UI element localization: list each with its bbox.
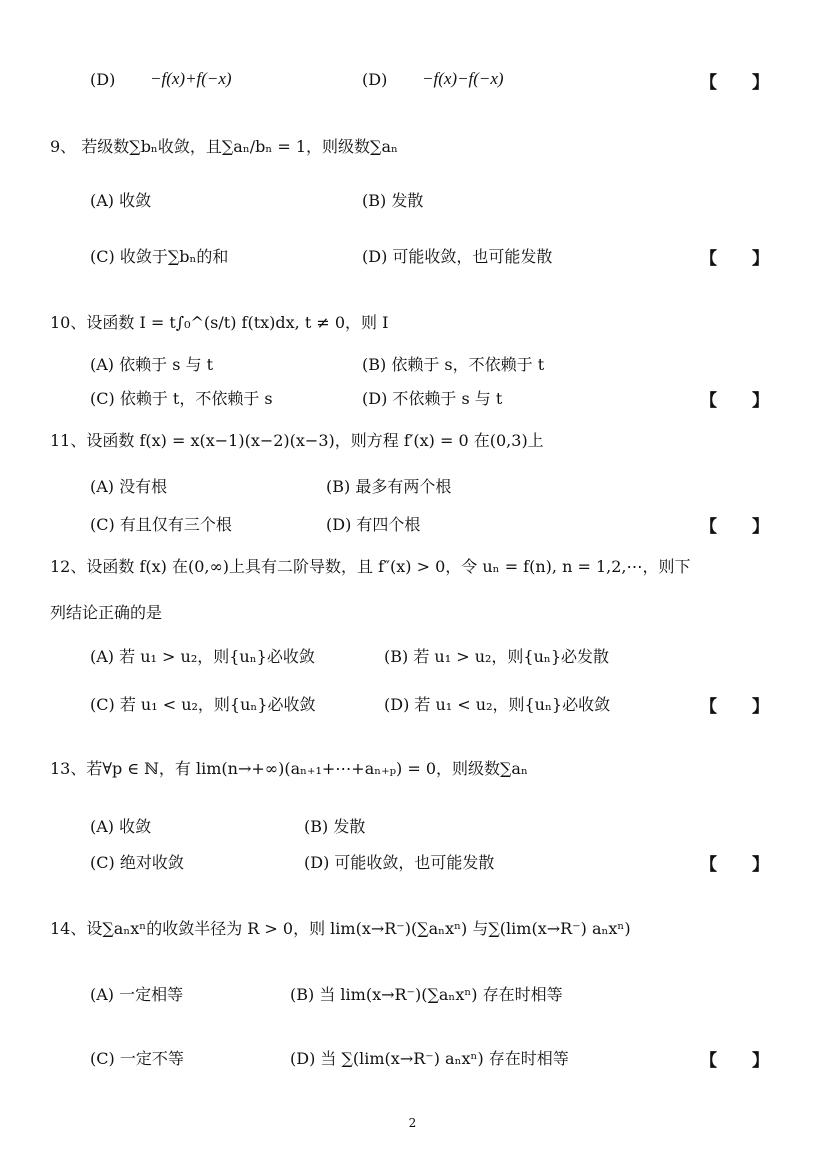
line-text: (A) 收敛 [90, 190, 152, 210]
line-text: (A) 一定相等 [90, 984, 184, 1004]
answer-bracket-left: 【 [700, 73, 717, 93]
line-text: (B) 发散 [304, 816, 366, 836]
line-text: (C) 有且仅有三个根 [90, 514, 232, 534]
answer-bracket-right: 】 [752, 249, 769, 269]
question-line [0, 594, 825, 628]
question-line [0, 422, 825, 456]
answer-bracket-left: 【 [700, 249, 717, 269]
question-line [0, 128, 825, 162]
question-line [0, 468, 825, 502]
question-line [0, 506, 825, 540]
line-text: (D) [90, 69, 116, 89]
answer-bracket-right: 】 [752, 697, 769, 717]
question-line [0, 62, 825, 96]
line-text: 9、 若级数∑bₙ收敛，且∑aₙ/bₙ = 1，则级数∑aₙ [50, 136, 398, 156]
line-text: 11、设函数 f(x) = x(x−1)(x−2)(x−3)，则方程 f′(x) = 0 在(0,3)上 [50, 430, 544, 450]
question-line [0, 844, 825, 878]
line-text: (D) 当 ∑(lim(x→R⁻) aₙxⁿ) 存在时相等 [290, 1048, 569, 1068]
line-text: (D) 不依赖于 s 与 t [362, 388, 503, 408]
answer-bracket-left: 【 [700, 855, 717, 875]
line-text: (B) 当 lim(x→R⁻)(∑aₙxⁿ) 存在时相等 [290, 984, 563, 1004]
line-text: −f(x)−f(−x) [422, 69, 504, 88]
question-line [0, 304, 825, 338]
line-text: −f(x)+f(−x) [150, 69, 232, 88]
question-line [0, 346, 825, 380]
question-line [0, 910, 825, 944]
answer-bracket-left: 【 [700, 697, 717, 717]
answer-bracket-left: 【 [700, 1051, 717, 1071]
question-line [0, 1040, 825, 1074]
line-text: (A) 依赖于 s 与 t [90, 354, 214, 374]
line-text: (B) 若 u₁ > u₂，则{uₙ}必发散 [384, 646, 610, 666]
answer-bracket-left: 【 [700, 517, 717, 537]
line-text: 10、设函数 I = t∫₀^(s/t) f(tx)dx, t ≠ 0，则 I [50, 312, 389, 332]
answer-bracket-right: 】 [752, 517, 769, 537]
line-text: (C) 依赖于 t，不依赖于 s [90, 388, 273, 408]
question-line [0, 686, 825, 720]
line-text: (B) 最多有两个根 [326, 476, 452, 496]
line-text: (A) 若 u₁ > u₂，则{uₙ}必收敛 [90, 646, 315, 666]
page-number: 2 [408, 1116, 417, 1130]
question-line [0, 380, 825, 414]
question-line [0, 238, 825, 272]
answer-bracket-right: 】 [752, 391, 769, 411]
question-line [0, 808, 825, 842]
question-line [0, 750, 825, 784]
line-text: (C) 若 u₁ < u₂，则{uₙ}必收敛 [90, 694, 316, 714]
line-text: (B) 依赖于 s，不依赖于 t [362, 354, 545, 374]
question-line [0, 976, 825, 1010]
answer-bracket-left: 【 [700, 391, 717, 411]
line-text: (C) 绝对收敛 [90, 852, 184, 872]
line-text: (B) 发散 [362, 190, 424, 210]
line-text: 13、若∀p ∈ ℕ，有 lim(n→+∞)(aₙ₊₁+⋯+aₙ₊ₚ) = 0，则级数∑aₙ [50, 758, 528, 778]
answer-bracket-right: 】 [752, 1051, 769, 1071]
line-text: 列结论正确的是 [50, 602, 163, 622]
question-line [0, 638, 825, 672]
line-text: (A) 收敛 [90, 816, 152, 836]
answer-bracket-right: 】 [752, 73, 769, 93]
line-text: (D) 若 u₁ < u₂，则{uₙ}必收敛 [384, 694, 611, 714]
answer-bracket-right: 】 [752, 855, 769, 875]
line-text: (D) 可能收敛，也可能发散 [362, 246, 553, 266]
line-text: (A) 没有根 [90, 476, 168, 496]
line-text: 12、设函数 f(x) 在(0,∞)上具有二阶导数，且 f″(x) > 0，令 uₙ = f(n), n = 1,2,⋯，则下 [50, 556, 691, 576]
line-text: (D) 可能收敛，也可能发散 [304, 852, 495, 872]
line-text: (D) [362, 69, 388, 89]
line-text: (C) 一定不等 [90, 1048, 184, 1068]
line-text: 14、设∑aₙxⁿ的收敛半径为 R > 0，则 lim(x→R⁻)(∑aₙxⁿ) 与∑(lim(x→R⁻) aₙxⁿ) [50, 918, 631, 938]
line-text: (D) 有四个根 [326, 514, 421, 534]
question-line [0, 548, 825, 582]
question-line [0, 182, 825, 216]
line-text: (C) 收敛于∑bₙ的和 [90, 246, 229, 266]
